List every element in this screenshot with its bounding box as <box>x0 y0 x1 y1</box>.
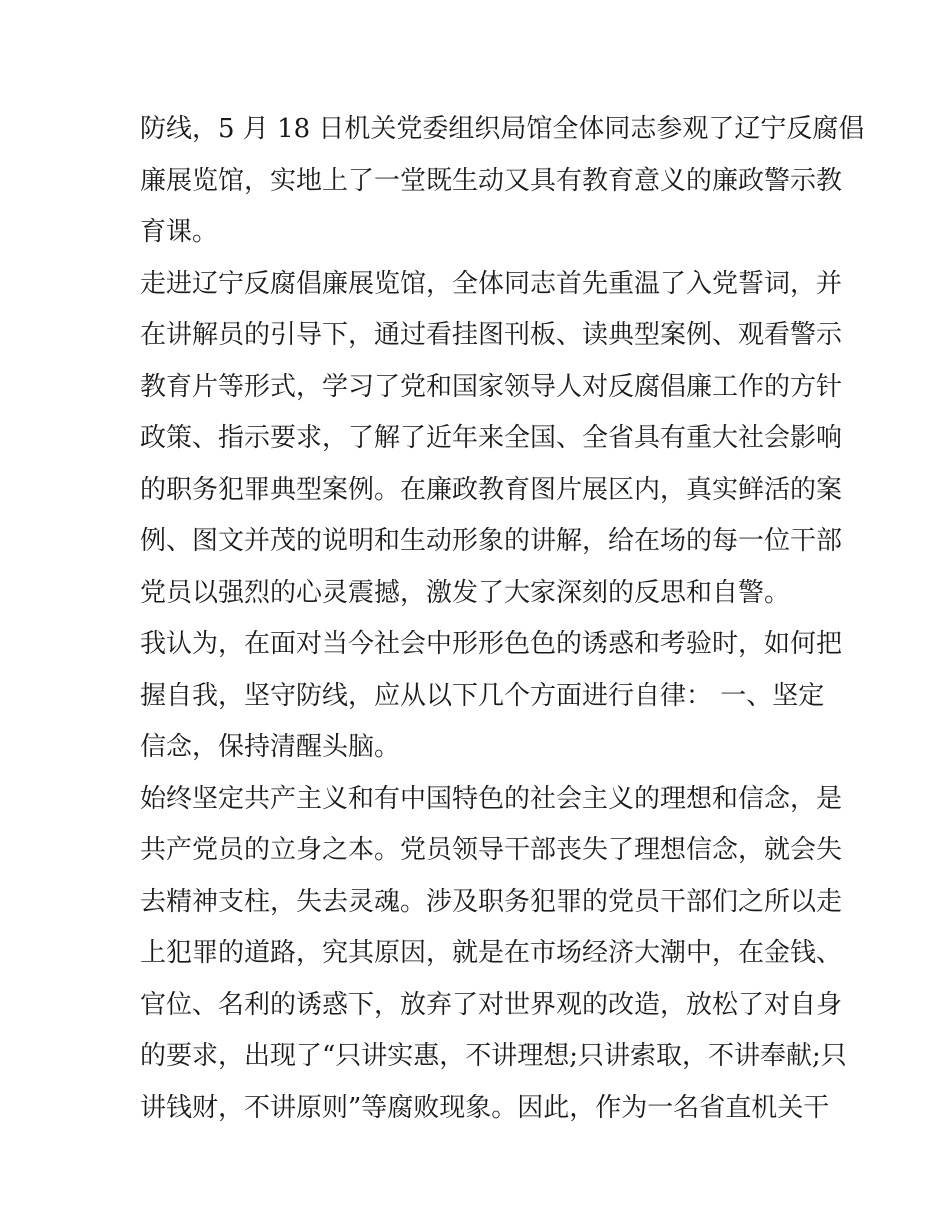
text-line: 的要求，出现了“只讲实惠，不讲理想;只讲索取，不讲奉献;只 <box>140 1041 847 1071</box>
text-line: 政策、指示要求，了解了近年来全国、全省具有重大社会影响 <box>140 423 843 453</box>
text-line: 共产党员的立身之本。党员领导干部丧失了理想信念，就会失 <box>140 835 843 865</box>
text-line: 在讲解员的引导下，通过看挂图刊板、读典型案例、观看警示 <box>140 320 843 350</box>
text-line: 防线，5 月 18 日机关党委组织局馆全体同志参观了辽宁反腐倡 <box>140 114 865 144</box>
text-line: 信念，保持清醒头脑。 <box>140 732 401 762</box>
text-line: 握自我，坚守防线，应从以下几个方面进行自律： 一、坚定 <box>140 680 825 711</box>
text-line: 教育片等形式，学习了党和国家领导人对反腐倡廉工作的方针 <box>140 371 843 402</box>
document-body <box>140 104 865 1134</box>
text-line: 党员以强烈的心灵震撼，激发了大家深刻的反思和自警。 <box>140 577 791 608</box>
text-line: 例、图文并茂的说明和生动形象的讲解，给在场的每一位干部 <box>140 526 843 556</box>
text-line: 育课。 <box>140 217 219 247</box>
text-line: 我认为，在面对当今社会中形形色色的诱惑和考验时，如何把 <box>140 629 843 659</box>
text-line: 去精神支柱，失去灵魂。涉及职务犯罪的党员干部们之所以走 <box>140 886 843 917</box>
text-line: 上犯罪的道路，究其原因，就是在市场经济大潮中，在金钱、 <box>140 938 843 968</box>
text-line: 的职务犯罪典型案例。在廉政教育图片展区内，真实鲜活的案 <box>140 474 843 505</box>
text-line: 走进辽宁反腐倡廉展览馆，全体同志首先重温了入党誓词，并 <box>140 268 843 299</box>
text-line: 讲钱财，不讲原则”等腐败现象。因此，作为一名省直机关干 <box>140 1092 830 1123</box>
text-line: 官位、名利的诱惑下，放弃了对世界观的改造，放松了对自身 <box>140 989 843 1020</box>
text-line: 廉展览馆，实地上了一堂既生动又具有教育意义的廉政警示教 <box>140 165 843 196</box>
text-line: 始终坚定共产主义和有中国特色的社会主义的理想和信念，是 <box>140 783 843 814</box>
